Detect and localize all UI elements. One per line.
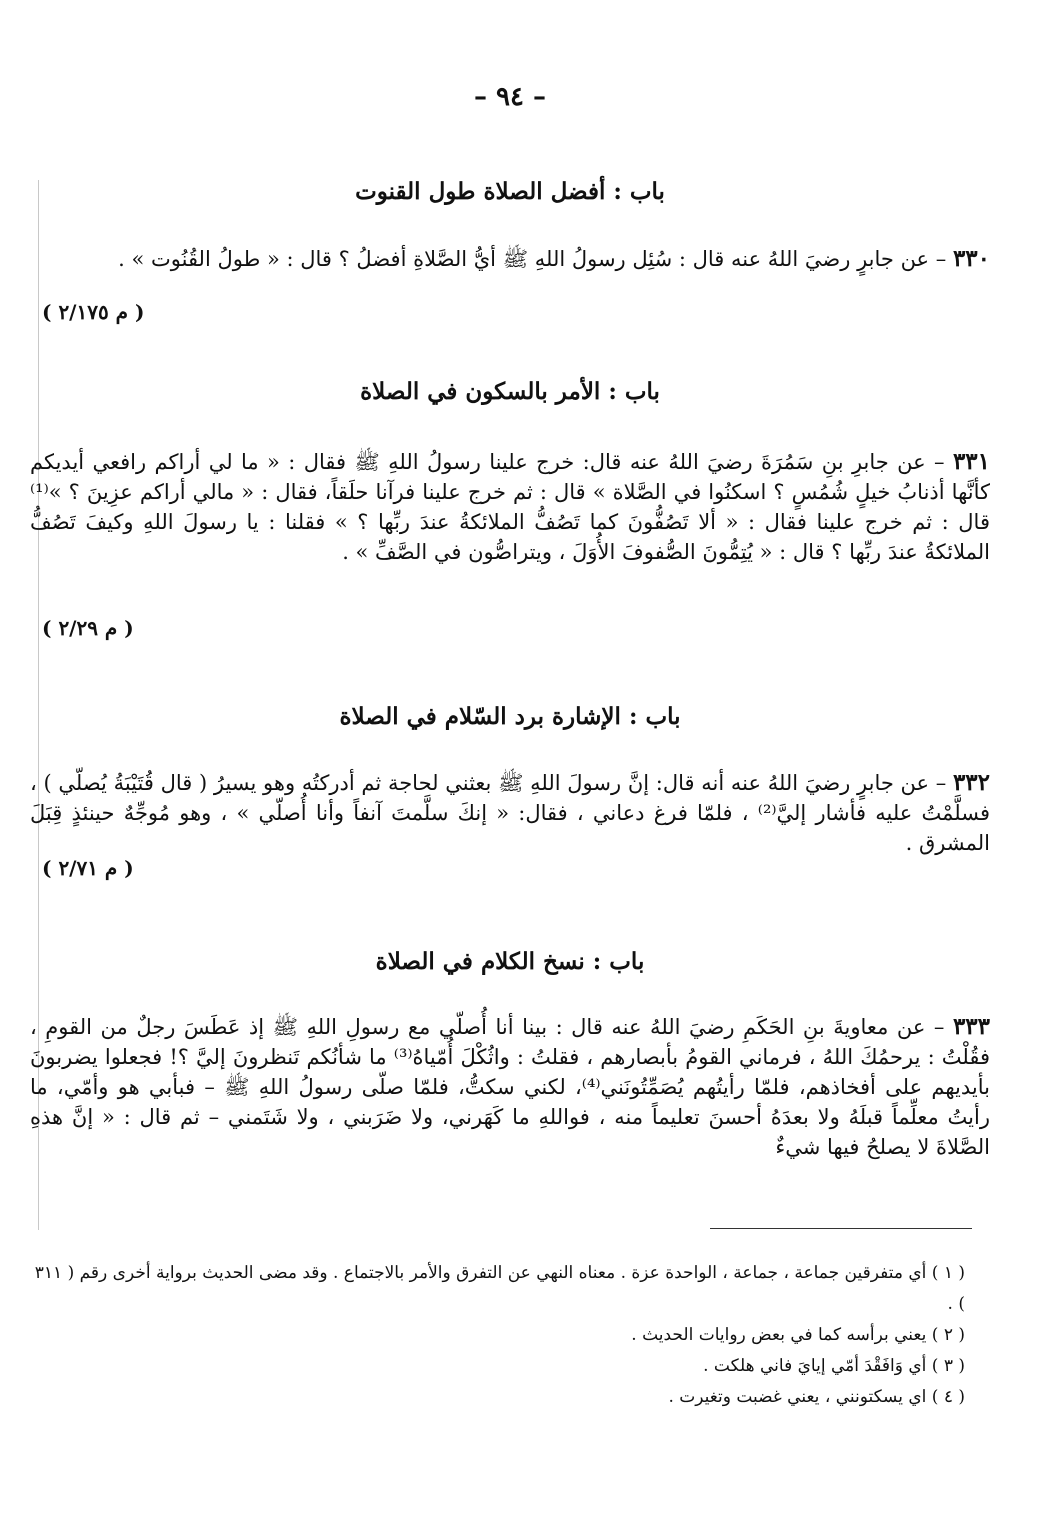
hadith-number: ٣٣١ [952,448,990,475]
footnote: ( ٤ ) اي يسكتونني ، يعني غضبت وتغيرت . [668,1387,965,1407]
chapter-heading: باب : الإشارة برد السّلام في الصلاة [339,703,681,730]
page-number: – ٩٤ – [473,82,547,112]
hadith-text: – عن جابرِ بنِ سَمُرَةَ رضيَ اللهُ عنه قال: خرج علينا رسولُ اللهِ ﷺ فقال : « ما لي أراكم رافعي أيديكم كأنَّها أذنابُ خيلٍ شُمُسٍ ؟ اسكنُوا في الصَّلاة » قال : ثم خرج علينا فرآنا حلَقاً، فقال : « مالي أراكم عزِينَ ؟ »⁽¹⁾ قال : ثم خرج علينا فقال : « ألا تَصُفُّونَ كما تَصُفُّ الملائكةُ عندَ ربِّها ؟ » فقلنا : يا رسولَ اللهِ وكيفَ تَصُفُّ الملائكةُ عندَ ربِّها ؟ قال : « يُتِمُّونَ الصُّفوفَ الأُوَلَ ، ويتراصُّون في الصَّفِّ » . [30,450,990,564]
source-reference: ( م ٢/٢٩ ) [42,616,134,640]
hadith-number: ٣٣٣ [952,1013,990,1040]
hadith-text: – عن جابرٍ رضيَ اللهُ عنه أنه قال: إنَّ رسولَ اللهِ ﷺ بعثني لحاجة ثم أدركتُه وهو يسيرُ ( قال قُتَيْبَةُ يُصلّي ) ، فسلَّمْتُ عليه فأشار إليَّ⁽²⁾ ، فلمّا فرغ دعاني ، فقال: « إنكَ سلَّمتَ آنفاً وأنا أُصلّي » ، وهو مُوجِّهٌ حينئذٍ قِبَلَ المشرق . [30,771,990,855]
footnote-separator [710,1228,972,1229]
footnote: ( ٢ ) يعني برأسه كما في بعض روايات الحديث . [631,1325,965,1345]
source-reference: ( م ٢/٧١ ) [42,856,134,880]
chapter-heading: باب : أفضل الصلاة طول القنوت [355,178,665,205]
chapter-heading: باب : الأمر بالسكون في الصلاة [360,378,660,405]
hadith-text: – عن جابرٍ رضيَ اللهُ عنه قال : سُئِل رسولُ اللهِ ﷺ أيُّ الصَّلاةِ أفضلُ ؟ قال : « طولُ القُنُوت » . [118,247,953,271]
source-reference: ( م ٢/١٧٥ ) [42,300,145,324]
hadith-paragraph [30,1012,990,1162]
hadith-paragraph [30,447,990,567]
footnote: ( ٣ ) أي وَافَقْدَ أمّي إيايَ فاني هلكت . [703,1356,965,1376]
hadith-paragraph [30,244,990,274]
hadith-number: ٣٣٠ [952,245,990,272]
hadith-text: – عن معاويةَ بنِ الحَكَمِ رضيَ اللهُ عنه قال : بينا أنا أُصلّي مع رسولِ اللهِ ﷺ إذ عَطَسَ رجلٌ من القومِ ، فقُلْتُ : يرحمُكَ اللهُ ، فرماني القومُ بأبصارهم ، فقلتُ : واثُكْلَ أُمّياهُ⁽³⁾ ما شأنُكم تَنظرونَ إليَّ ؟! فجعلوا يضربونَ بأيديهم على أفخاذهم، فلمّا رأيتُهم يُصَمِّتُونَني⁽⁴⁾، لكني سكتُّ، فلمّا صلّى رسولُ اللهِ ﷺ – فبأبي هو وأمّي، ما رأيتُ معلِّماً قبلَهُ ولا بعدَهُ أحسنَ تعليماً منه ، فواللهِ ما كَهَرني، ولا ضَرَبني ، ولا شَتَمني – ثم قال : « إنَّ هذهِ الصَّلاةَ لا يصلحُ فيها شيءٌ [30,1015,990,1159]
footnote: ( ١ ) أي متفرقين جماعة ، جماعة ، الواحدة عزة . معناه النهي عن التفرق والأمر بالاجتماع . وقد مضى الحديث برواية أخرى رقم ( ٣١١ ) . [34,1263,965,1314]
hadith-number: ٣٣٢ [952,769,990,796]
chapter-heading: باب : نسخ الكلام في الصلاة [375,948,645,975]
hadith-paragraph [30,768,990,858]
footnotes [30,1258,965,1413]
